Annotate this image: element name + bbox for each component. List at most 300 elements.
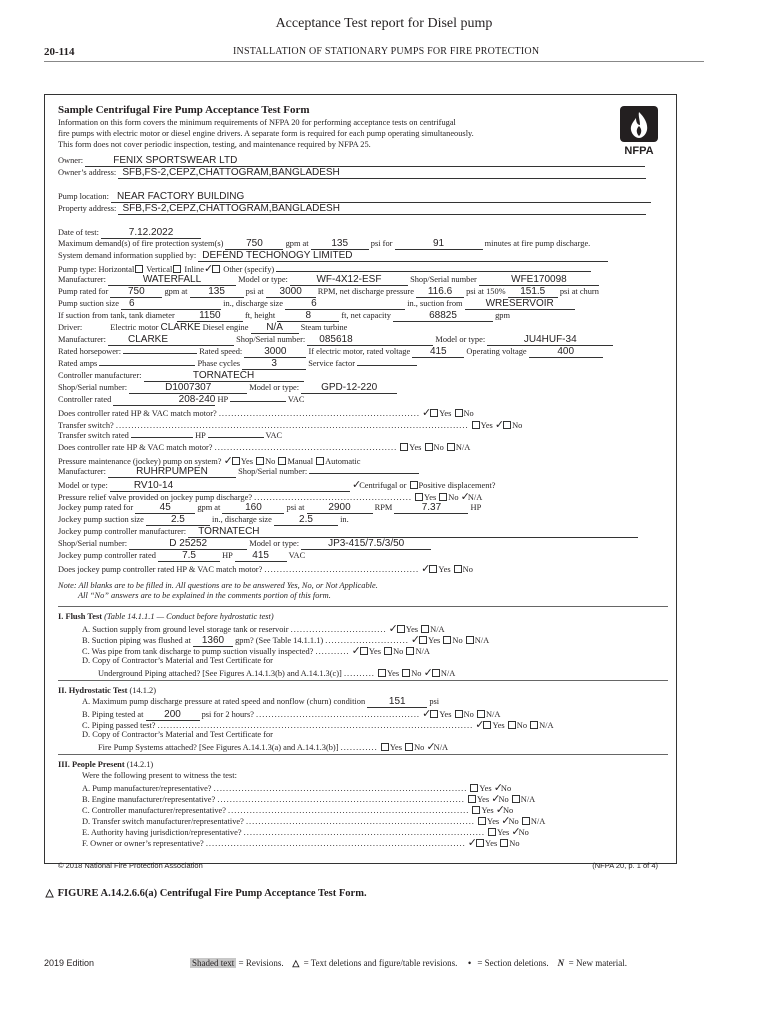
form-page-indicator: (NFPA 20, p. 1 of 4) — [592, 861, 658, 870]
yes-label: Yes — [485, 839, 498, 848]
na-label: N/A — [530, 817, 546, 826]
no-checkbox[interactable] — [256, 457, 264, 465]
new-material-text: = New material. — [568, 958, 627, 968]
note-line-2: All “No” answers are to be explained in the comments portion of this form. — [78, 591, 331, 600]
yes-label: Yes — [476, 795, 490, 804]
yes-checkbox[interactable] — [419, 636, 427, 644]
yes-label: Yes — [438, 565, 451, 574]
na-label: N/A — [455, 443, 471, 452]
discharge-size-field[interactable]: 6 — [285, 299, 405, 310]
transfer-switch-rated-label: Transfer switch rated — [58, 431, 129, 440]
people-c: C. Controller manufacturer/representative? — [82, 806, 226, 815]
no-label: No — [463, 409, 474, 418]
nfpa-logo — [618, 104, 660, 156]
automatic-label: Automatic — [325, 457, 361, 466]
na-checkbox[interactable] — [432, 669, 440, 677]
no-label: No — [265, 457, 276, 466]
max-demand-psi[interactable]: 135 — [311, 239, 369, 250]
jockey-suction-label: Jockey pump suction size — [58, 515, 144, 524]
yes-label: Yes — [439, 409, 452, 418]
pump-serial-field[interactable]: WFE170098 — [479, 275, 599, 286]
yes-label: Yes — [497, 828, 510, 837]
yes-checkbox[interactable] — [472, 421, 480, 429]
yes-checkbox[interactable] — [415, 493, 423, 501]
yes-checkbox[interactable] — [468, 795, 476, 803]
leader-dots: ................................................................................ — [217, 795, 465, 804]
manufacturer-label: Manufacturer: — [58, 275, 106, 284]
owner-label: Owner: — [58, 156, 84, 165]
na-label: N/A — [415, 647, 430, 656]
leader-dots: ........... — [315, 647, 350, 656]
tank-diameter-field[interactable]: 1150 — [177, 311, 243, 322]
yes-checkbox[interactable] — [488, 828, 496, 836]
people-present-heading: III. People Present — [58, 760, 125, 769]
electric-voltage-label: If electric motor, rated voltage — [308, 347, 411, 356]
jockey-hp-field[interactable]: 7.37 — [394, 503, 468, 514]
section-divider — [58, 754, 668, 755]
checkmark-icon[interactable]: ✓ — [494, 418, 505, 431]
model-label: Model or type: — [238, 275, 288, 284]
yes-checkbox[interactable] — [470, 784, 478, 792]
revisions-text: = Revisions. — [238, 958, 284, 968]
yes-checkbox[interactable] — [478, 817, 486, 825]
net-capacity-field[interactable]: 68825 — [393, 311, 493, 322]
leader-dots: .................................................................................... — [205, 839, 466, 848]
hydro-b-suffix: psi for 2 hours? — [201, 710, 254, 719]
jockey-gpm-field[interactable]: 45 — [135, 503, 195, 514]
jockey-model-label: Model or type: — [58, 481, 108, 490]
yes-label: Yes — [492, 721, 505, 730]
leader-dots: ........................... — [325, 636, 409, 645]
na-label: N/A — [474, 636, 490, 645]
yes-label: Yes — [424, 493, 437, 502]
na-checkbox[interactable] — [530, 721, 538, 729]
na-checkbox[interactable] — [421, 625, 429, 633]
transfer-switch-vac-field[interactable] — [208, 437, 264, 438]
note-line-1: Note: All blanks are to be filled in. All questions are to be answered Yes, No, or Not Applicable. — [58, 581, 378, 590]
no-label: No — [462, 565, 473, 574]
hydro-test-psi-field[interactable]: 200 — [146, 710, 200, 721]
no-checkbox[interactable] — [455, 710, 463, 718]
people-b: B. Engine manufacturer/representative? — [82, 795, 216, 804]
jockey-controller-vac-field[interactable]: 415 — [235, 551, 287, 562]
controller-rated-vac-field[interactable] — [230, 401, 286, 402]
checkmark-icon[interactable]: ✓ — [495, 803, 505, 816]
na-label: N/A — [520, 795, 536, 804]
people-present-ref: (14.2.1) — [126, 760, 154, 769]
operating-voltage-field[interactable]: 400 — [529, 347, 603, 358]
header-rule — [44, 61, 704, 62]
yes-checkbox[interactable] — [476, 839, 484, 847]
pump-type-label: Pump type: — [58, 265, 97, 274]
yes-checkbox[interactable] — [472, 806, 480, 814]
shaded-text-sample: Shaded text — [192, 958, 235, 968]
rated-gpm-field[interactable]: 750 — [110, 287, 162, 298]
checkmark-icon[interactable]: ✓ — [422, 406, 432, 419]
na-checkbox[interactable] — [447, 443, 455, 451]
phase-cycles-field[interactable]: 3 — [242, 359, 306, 370]
no-checkbox[interactable] — [439, 493, 447, 501]
checkmark-icon[interactable]: ✓ — [203, 262, 214, 275]
jockey-controller-rated-label: Jockey pump controller rated — [58, 551, 156, 560]
yes-checkbox[interactable] — [430, 409, 438, 417]
na-label: N/A — [539, 721, 554, 730]
flush-b-suffix: gpm? (See Table 14.1.1.1) — [235, 636, 324, 645]
gpm-at-text: gpm at — [197, 503, 221, 512]
na-label: N/A — [485, 710, 501, 719]
transfer-switch-hp-field[interactable] — [131, 437, 193, 438]
hydro-d-line-1: D. Copy of Contractor’s Material and Test Certificate for — [82, 730, 273, 739]
rpm-label: RPM — [374, 503, 393, 512]
jockey-discharge-field[interactable]: 2.5 — [274, 515, 338, 526]
rated-hp-label: Rated horsepower: — [58, 347, 122, 356]
yes-label: Yes — [481, 806, 494, 815]
jockey-model-field[interactable]: RV10-14 — [110, 481, 350, 492]
yes-checkbox[interactable] — [378, 669, 386, 677]
jockey-controller-hp-field[interactable]: 7.5 — [158, 551, 220, 562]
form-title: Sample Centrifugal Fire Pump Acceptance Test Form — [58, 104, 310, 116]
checkmark-icon[interactable]: ✓ — [351, 644, 361, 657]
checkmark-icon[interactable]: ✓ — [388, 622, 398, 635]
section-deletions-text: = Section deletions. — [477, 958, 549, 968]
system-demand-field[interactable]: DEFEND TECHONOGY LIMITED — [198, 251, 608, 262]
na-checkbox[interactable] — [512, 795, 520, 803]
leader-dots: ................................................................. — [218, 409, 420, 418]
no-label: No — [512, 421, 523, 430]
net-discharge-field[interactable]: 116.6 — [416, 287, 464, 298]
no-checkbox[interactable] — [503, 421, 511, 429]
section-divider — [58, 606, 668, 607]
driver-serial-field[interactable]: 085618 — [307, 335, 433, 346]
hp-label: HP — [470, 503, 482, 512]
rated-voltage-field[interactable]: 415 — [412, 347, 464, 358]
date-label: Date of test: — [58, 228, 99, 237]
yes-label: Yes — [386, 669, 400, 678]
jockey-controller-mfr-field[interactable]: TORNATECH — [188, 527, 638, 538]
checkmark-icon[interactable]: ✓ — [410, 633, 421, 646]
phase-cycles-label: Phase cycles — [197, 359, 241, 368]
yes-checkbox[interactable] — [430, 710, 438, 718]
checkmark-icon[interactable]: ✓ — [422, 707, 432, 720]
no-label: No — [433, 443, 444, 452]
section-divider — [58, 680, 668, 681]
service-factor-field[interactable] — [357, 365, 417, 366]
leader-dots: ............ — [340, 743, 378, 752]
owner-address-label: Owner’s address: — [58, 168, 117, 177]
q-transfer-switch: Transfer switch? — [58, 421, 114, 430]
hydro-b: B. Piping tested at — [82, 710, 144, 719]
vac-label: VAC — [265, 431, 283, 440]
centrifugal-label: Centrifugal or — [359, 481, 407, 490]
rpm-label: RPM, net discharge pressure — [317, 287, 414, 296]
jockey-serial-label: Shop/Serial number: — [238, 467, 308, 476]
leader-dots: .......................................................................... — [245, 817, 475, 826]
vac-label: VAC — [287, 395, 305, 404]
driver-label: Driver: — [58, 323, 83, 332]
checkmark-icon[interactable]: ✓ — [475, 718, 485, 731]
flush-c: C. Was pipe from tank discharge to pump suction visually inspected? — [82, 647, 314, 656]
controller-manufacturer-label: Controller manufacturer: — [58, 371, 142, 380]
yes-checkbox[interactable] — [397, 625, 405, 633]
rated-hp-field[interactable] — [123, 353, 197, 354]
no-label: No — [393, 647, 404, 656]
manual-checkbox[interactable] — [278, 457, 286, 465]
no-label: No — [518, 828, 529, 837]
pump-type-vertical-label: Vertical — [146, 265, 173, 274]
yes-checkbox[interactable] — [483, 721, 491, 729]
rated-speed-label: Rated speed: — [199, 347, 243, 356]
checkmark-icon[interactable]: ✓ — [491, 792, 501, 805]
running-head: INSTALLATION OF STATIONARY PUMPS FOR FIRE PROTECTION — [233, 46, 540, 57]
yes-label: Yes — [479, 784, 492, 793]
triangle-icon: △ — [45, 888, 54, 899]
vac-label: VAC — [288, 551, 306, 560]
triangle-icon: △ — [292, 958, 300, 968]
suction-size-field[interactable]: 6 — [121, 299, 221, 310]
pump-type-inline-checkbox[interactable] — [212, 265, 220, 273]
jockey-controller-serial-label: Shop/Serial number: — [58, 539, 128, 548]
no-checkbox[interactable] — [500, 839, 508, 847]
leader-dots: .................................................................................................................. — [115, 421, 469, 430]
yes-label: Yes — [439, 710, 452, 719]
na-label: N/A — [430, 625, 445, 634]
no-label: No — [448, 493, 459, 502]
psi-at-text: psi at — [286, 503, 305, 512]
flush-d-line-1: D. Copy of Contractor’s Material and Test Certificate for — [82, 656, 273, 665]
controller-rated-label: Controller rated — [58, 395, 112, 404]
no-label: No — [498, 795, 509, 804]
form-intro-2: fire pumps with electric motor or diesel engine drivers. A separate form is required for each pump operating simultaneously. — [58, 129, 474, 138]
na-checkbox[interactable] — [477, 710, 485, 718]
page-title: Acceptance Test report for Disel pump — [275, 16, 493, 31]
pump-type-vertical-checkbox[interactable] — [173, 265, 181, 273]
flush-test-heading: I. Flush Test — [58, 612, 102, 621]
gpm-at-text: gpm at — [285, 239, 309, 248]
jockey-discharge-label: in., discharge size — [212, 515, 272, 524]
page-number: 20-114 — [44, 46, 75, 58]
jockey-serial-field[interactable] — [309, 473, 419, 474]
leader-dots: ........................................................... — [214, 443, 398, 452]
na-label: N/A — [433, 743, 449, 752]
suction-from-field[interactable]: WRESERVOIR — [465, 299, 575, 310]
leader-dots: .................................................................................. — [213, 784, 468, 793]
na-checkbox[interactable] — [522, 817, 530, 825]
pump-type-other-field[interactable] — [276, 271, 591, 272]
pump-model-field[interactable]: WF-4X12-ESF — [290, 275, 408, 286]
yes-checkbox[interactable] — [232, 457, 240, 465]
leader-dots: ...................................................................................................... — [157, 721, 474, 730]
rated-amps-label: Rated amps — [58, 359, 98, 368]
psi-150-field[interactable]: 151.5 — [508, 287, 558, 298]
minutes-suffix: minutes at fire pump discharge. — [484, 239, 591, 248]
jockey-rated-label: Jockey pump rated for — [58, 503, 134, 512]
driver-model-field[interactable]: JU4HUF-34 — [487, 335, 613, 346]
yes-label: Yes — [389, 743, 403, 752]
checkmark-icon[interactable]: ✓ — [467, 836, 478, 849]
jockey-controller-mfr-label: Jockey pump controller manufacturer: — [58, 527, 187, 536]
flush-d-line-2: Underground Piping attached? [See Figures A.14.1.3(b) and A.14.1.3(c)] — [98, 669, 342, 678]
no-label: No — [516, 721, 528, 730]
people-e: E. Authority having jurisdiction/representative? — [82, 828, 242, 837]
bullet-icon: • — [468, 958, 472, 968]
manual-label: Manual — [287, 457, 314, 466]
property-address-field[interactable]: SFB,FS-2,CEPZ,CHATTOGRAM,BANGLADESH — [118, 204, 646, 215]
yes-label: Yes — [368, 647, 382, 656]
hp-label: HP — [217, 395, 228, 404]
no-label: No — [452, 636, 463, 645]
psi-at-text: psi at — [245, 287, 264, 296]
people-f: F. Owner or owner’s representative? — [82, 839, 204, 848]
leader-dots: .............................................................................. — [228, 806, 470, 815]
checkmark-icon[interactable]: ✓ — [501, 814, 511, 827]
suction-from-label: in., suction from — [407, 299, 463, 308]
pump-location-field[interactable]: NEAR FACTORY BUILDING — [111, 192, 651, 203]
yes-checkbox[interactable] — [360, 647, 368, 655]
rated-speed-field[interactable]: 3000 — [244, 347, 306, 358]
checkmark-icon[interactable]: ✓ — [421, 562, 431, 575]
gpm-unit: gpm — [495, 311, 510, 320]
pump-type-horizontal-checkbox[interactable] — [135, 265, 143, 273]
gpm-at-text: gpm at — [164, 287, 188, 296]
no-checkbox[interactable] — [405, 743, 413, 751]
no-checkbox[interactable] — [402, 669, 410, 677]
max-demand-gpm[interactable]: 750 — [225, 239, 283, 250]
no-checkbox[interactable] — [508, 721, 516, 729]
checkmark-icon[interactable]: ✓ — [223, 454, 233, 467]
yes-checkbox[interactable] — [400, 443, 408, 451]
pump-manufacturer-field[interactable]: WATERFALL — [108, 275, 236, 286]
jockey-psi-field[interactable]: 160 — [222, 503, 284, 514]
yes-label: Yes — [486, 817, 500, 826]
hydrostatic-test-heading: II. Hydrostatic Test — [58, 686, 128, 695]
owner-address-field[interactable]: SFB,FS-2,CEPZ,CHATTOGRAM,BANGLADESH — [118, 168, 646, 179]
operating-voltage-label: Operating voltage — [466, 347, 527, 356]
yes-label: Yes — [409, 443, 422, 452]
no-checkbox[interactable] — [425, 443, 433, 451]
form-intro-3: This form does not cover periodic inspection, testing, and maintenance required by NFPA 25. — [58, 140, 371, 149]
q-relief-valve: Pressure relief valve provided on jockey pump discharge? — [58, 493, 253, 502]
jockey-controller-serial-field[interactable]: D 25252 — [129, 539, 247, 550]
leader-dots: ............................... — [290, 625, 387, 634]
checkmark-icon[interactable]: ✓ — [493, 781, 503, 794]
na-checkbox[interactable] — [406, 647, 414, 655]
controller-model-label: Model or type: — [249, 383, 300, 392]
jockey-controller-model-field[interactable]: JP3-415/7.5/3/50 — [301, 539, 431, 550]
pump-type-inline-label: Inline — [184, 265, 204, 274]
new-material-icon: N — [557, 958, 565, 968]
rated-amps-field[interactable] — [99, 365, 195, 366]
footer-edition: 2019 Edition — [44, 958, 95, 968]
no-checkbox[interactable] — [443, 636, 451, 644]
leader-dots: .................................................. — [264, 565, 420, 574]
driver-serial-label: Shop/Serial number: — [236, 335, 306, 344]
na-checkbox[interactable] — [466, 636, 474, 644]
hp-label: HP — [195, 431, 206, 440]
height-label: ft, height — [244, 311, 276, 320]
owner-field[interactable]: FENIX SPORTSWEAR LTD — [85, 156, 645, 167]
text-deletions-text: = Text deletions and figure/table revisions. — [303, 958, 458, 968]
discharge-size-label: in., discharge size — [223, 299, 283, 308]
no-checkbox[interactable] — [454, 565, 462, 573]
pump-type-other-label: Other (specify) — [223, 265, 275, 274]
no-label: No — [411, 669, 422, 678]
controller-manufacturer-field[interactable]: TORNATECH — [144, 371, 304, 382]
people-a: A. Pump manufacturer/representative? — [82, 784, 212, 793]
hydro-churn-psi-field[interactable]: 151 — [367, 697, 427, 708]
date-field[interactable]: 7.12.2022 — [101, 228, 201, 239]
service-factor-label: Service factor — [308, 359, 355, 368]
checkmark-icon[interactable]: ✓ — [511, 825, 521, 838]
flush-a: A. Suction supply from ground level storage tank or reservoir — [82, 625, 289, 634]
pump-rated-label: Pump rated for — [58, 287, 109, 296]
q-jockey-match: Does jockey pump controller rated HP & VAC match motor? — [58, 565, 263, 574]
q-controller-match: Does controller rated HP & VAC match motor? — [58, 409, 217, 418]
tank-height-field[interactable]: 8 — [277, 311, 339, 322]
no-label: No — [509, 839, 520, 848]
yes-checkbox[interactable] — [429, 565, 437, 573]
yes-label: Yes — [405, 625, 419, 634]
yes-checkbox[interactable] — [381, 743, 389, 751]
people-intro: Were the following present to witness the test: — [82, 771, 237, 780]
na-label: N/A — [467, 493, 483, 502]
max-demand-label: Maximum demand(s) of fire protection system(s) — [58, 239, 224, 248]
checkmark-icon[interactable]: ✓ — [460, 490, 470, 503]
svg-text:NFPA: NFPA — [624, 145, 654, 156]
rated-psi-field[interactable]: 135 — [190, 287, 244, 298]
form-intro-1: Information on this form covers the minimum requirements of NFPA 20 for performing acceptance tests on centrifugal — [58, 118, 456, 127]
controller-rated-hp-field[interactable]: 208-240 — [113, 395, 215, 406]
driver-diesel-label: Diesel engine — [202, 323, 249, 332]
jockey-manufacturer-field[interactable]: RUHRPUMPEN — [108, 467, 236, 478]
driver-model-label: Model or type: — [435, 335, 486, 344]
copyright: © 2018 National Fire Protection Association — [58, 861, 203, 870]
no-checkbox[interactable] — [384, 647, 392, 655]
net-capacity-label: ft, net capacity — [341, 311, 391, 320]
positive-displacement-checkbox[interactable] — [410, 481, 418, 489]
max-demand-minutes[interactable]: 91 — [395, 239, 483, 250]
psi-label: psi — [429, 697, 440, 706]
q-pressure-maintenance: Pressure maintenance (jockey) pump on system? — [58, 457, 222, 466]
flush-b: B. Suction piping was flushed at — [82, 636, 191, 645]
hydro-d-line-2: Fire Pump Systems attached? [See Figures A.14.1.3(a) and A.14.1.3(b)] — [98, 743, 339, 752]
suction-size-label: Pump suction size — [58, 299, 119, 308]
checkmark-icon[interactable]: ✓ — [426, 740, 436, 753]
controller-serial-field[interactable]: D1007307 — [129, 383, 247, 394]
driver-manufacturer-field[interactable]: CLARKE — [108, 335, 234, 346]
driver-na-field[interactable]: N/A — [251, 323, 299, 334]
checkmark-icon[interactable]: ✓ — [351, 478, 362, 491]
hydrostatic-test-ref: (14.1.2) — [129, 686, 157, 695]
jockey-rpm-field[interactable]: 2900 — [307, 503, 373, 514]
pump-location-label: Pump location: — [58, 192, 109, 201]
hydro-c: C. Piping passed test? — [82, 721, 156, 730]
automatic-checkbox[interactable] — [316, 457, 324, 465]
jockey-manufacturer-label: Manufacturer: — [58, 467, 106, 476]
no-checkbox[interactable] — [455, 409, 463, 417]
hp-label: HP — [222, 551, 233, 560]
rated-rpm-field[interactable]: 3000 — [266, 287, 316, 298]
in-label: in. — [340, 515, 349, 524]
flush-gpm-field[interactable]: 1360 — [193, 636, 233, 647]
controller-model-field[interactable]: GPD-12-220 — [301, 383, 397, 394]
jockey-suction-field[interactable]: 2.5 — [146, 515, 210, 526]
driver-value[interactable]: CLARKE — [160, 322, 201, 333]
driver-manufacturer-label: Manufacturer: — [58, 335, 106, 344]
checkmark-icon[interactable]: ✓ — [423, 666, 433, 679]
yes-label: Yes — [240, 457, 253, 466]
driver-electric-label: Electric motor — [110, 323, 159, 332]
psi-for-text: psi for — [370, 239, 393, 248]
